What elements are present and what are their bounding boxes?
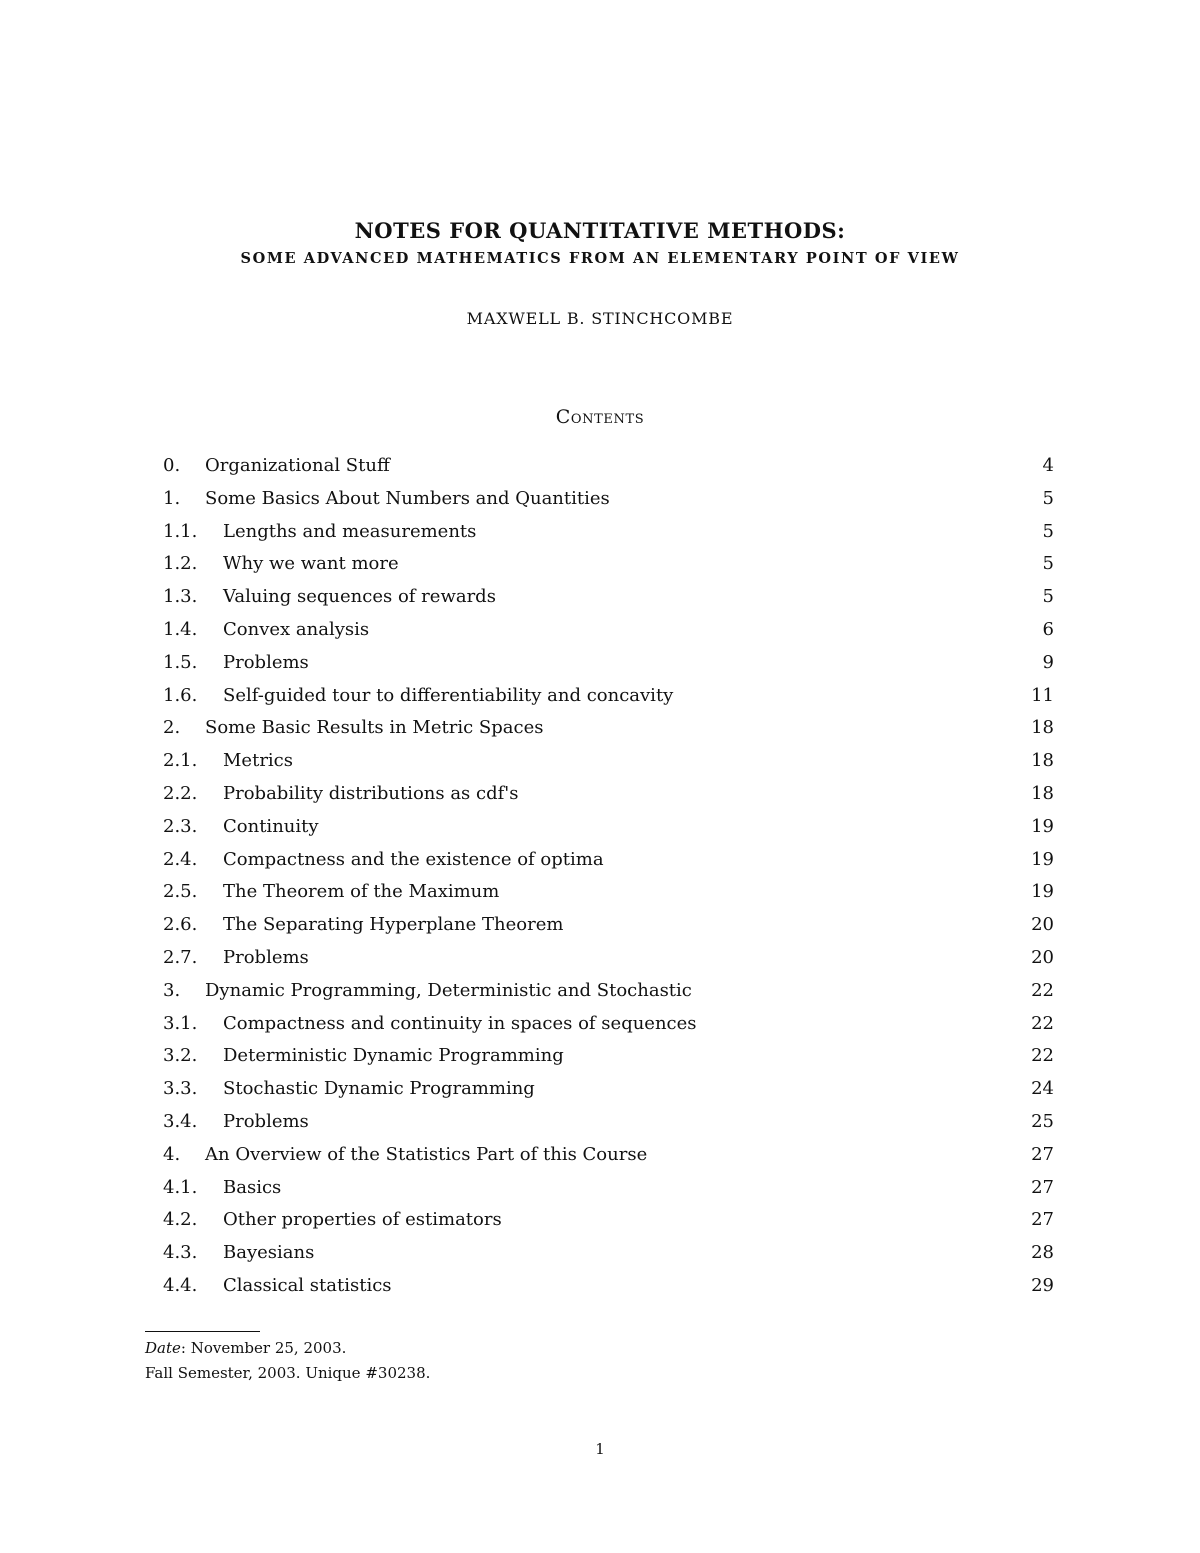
toc-entry-page: 25 bbox=[1031, 1110, 1054, 1132]
toc-entry[interactable] bbox=[163, 548, 1054, 581]
toc-entry-title: Problems bbox=[223, 946, 309, 968]
toc-entry[interactable] bbox=[163, 1040, 1054, 1073]
toc-entry-page: 19 bbox=[1031, 881, 1054, 903]
toc-entry-title: An Overview of the Statistics Part of this Course bbox=[205, 1143, 648, 1165]
toc-entry[interactable] bbox=[163, 942, 1054, 975]
toc-entry-page: 22 bbox=[1031, 979, 1054, 1001]
toc-entry[interactable] bbox=[163, 778, 1054, 811]
toc-entry-title: Compactness and the existence of optima bbox=[223, 848, 604, 870]
toc-entry[interactable] bbox=[163, 1172, 1054, 1205]
toc-entry-title: Self-guided tour to differentiability and concavity bbox=[223, 684, 674, 706]
toc-entry-number: 2.4. bbox=[163, 848, 198, 870]
toc-entry-number: 2. bbox=[163, 717, 181, 739]
toc-entry-title: The Separating Hyperplane Theorem bbox=[223, 914, 564, 936]
toc-entry-title: Convex analysis bbox=[223, 618, 370, 640]
toc-entry-title: Organizational Stuff bbox=[205, 455, 390, 476]
toc-entry-number: 0. bbox=[163, 455, 181, 476]
toc-entry[interactable] bbox=[163, 483, 1054, 516]
toc-entry-title: Compactness and continuity in spaces of sequences bbox=[223, 1012, 697, 1034]
toc-entry-number: 1.6. bbox=[163, 684, 198, 706]
footnote-divider bbox=[145, 1331, 260, 1332]
toc-entry-title: Bayesians bbox=[223, 1242, 315, 1264]
toc-entry-number: 1.2. bbox=[163, 553, 198, 575]
toc-entry[interactable] bbox=[163, 712, 1054, 745]
document-title: NOTES FOR QUANTITATIVE METHODS: bbox=[354, 218, 846, 243]
toc-entry-number: 1.5. bbox=[163, 651, 198, 673]
toc-entry-page: 20 bbox=[1031, 914, 1054, 936]
footnote-semester: Fall Semester, 2003. Unique #30238. bbox=[145, 1364, 431, 1382]
toc-entry-page: 27 bbox=[1031, 1176, 1054, 1198]
toc-entry[interactable] bbox=[163, 680, 1054, 713]
toc-entry-title: Other properties of estimators bbox=[223, 1209, 502, 1231]
toc-entry-page: 18 bbox=[1031, 750, 1054, 772]
toc-entry-title: Stochastic Dynamic Programming bbox=[223, 1078, 535, 1100]
toc-entry-number: 3.4. bbox=[163, 1110, 198, 1132]
toc-entry-page: 19 bbox=[1031, 848, 1054, 870]
toc-entry-number: 3. bbox=[163, 979, 181, 1001]
toc-entry-page: 27 bbox=[1031, 1143, 1054, 1165]
toc-entry-title: Some Basic Results in Metric Spaces bbox=[205, 717, 544, 739]
toc-entry-number: 2.7. bbox=[163, 946, 198, 968]
toc-entry-page: 5 bbox=[1042, 520, 1054, 542]
toc-entry-number: 3.1. bbox=[163, 1012, 198, 1034]
toc-entry-number: 4.4. bbox=[163, 1274, 198, 1296]
toc-entry[interactable] bbox=[163, 909, 1054, 942]
toc-entry[interactable] bbox=[163, 614, 1054, 647]
toc-entry-number: 2.5. bbox=[163, 881, 198, 903]
toc-entry-number: 3.2. bbox=[163, 1045, 198, 1067]
page-number: 1 bbox=[595, 1440, 605, 1458]
toc-entry[interactable] bbox=[163, 581, 1054, 614]
toc-entry-number: 2.2. bbox=[163, 782, 198, 804]
toc-entry[interactable] bbox=[163, 450, 1054, 483]
toc-entry-title: Metrics bbox=[223, 750, 293, 772]
toc-entry[interactable] bbox=[163, 844, 1054, 877]
toc-entry-number: 4. bbox=[163, 1143, 181, 1165]
toc-entry[interactable] bbox=[163, 1237, 1054, 1270]
toc-entry[interactable] bbox=[163, 876, 1054, 909]
toc-entry-number: 2.6. bbox=[163, 914, 198, 936]
toc-entry-number: 1.3. bbox=[163, 586, 198, 608]
toc-entry-number: 2.3. bbox=[163, 815, 198, 837]
toc-entry-title: Lengths and measurements bbox=[223, 520, 477, 542]
toc-entry[interactable] bbox=[163, 1139, 1054, 1172]
toc-entry-page: 9 bbox=[1042, 651, 1054, 673]
toc-entry-title: Probability distributions as cdf's bbox=[223, 782, 519, 804]
toc-entry-page: 19 bbox=[1031, 815, 1054, 837]
toc-entry-page: 6 bbox=[1042, 618, 1054, 640]
footnote-date-label: Date bbox=[145, 1339, 181, 1357]
toc-entry[interactable] bbox=[163, 1073, 1054, 1106]
toc-entry-number: 2.1. bbox=[163, 750, 198, 772]
toc-entry-number: 4.1. bbox=[163, 1176, 198, 1198]
toc-entry-page: 20 bbox=[1031, 946, 1054, 968]
toc-entry-page: 28 bbox=[1031, 1242, 1054, 1264]
toc-entry-page: 18 bbox=[1031, 717, 1054, 739]
toc-entry[interactable] bbox=[163, 745, 1054, 778]
document-author: MAXWELL B. STINCHCOMBE bbox=[466, 309, 734, 328]
toc-entry[interactable] bbox=[163, 1270, 1054, 1303]
toc-entry-page: 22 bbox=[1031, 1045, 1054, 1067]
toc-entry-page: 4 bbox=[1042, 455, 1054, 476]
toc-entry-page: 5 bbox=[1042, 586, 1054, 608]
toc-entry-title: The Theorem of the Maximum bbox=[223, 881, 500, 903]
toc-entry[interactable] bbox=[163, 975, 1054, 1008]
toc-entry-number: 4.2. bbox=[163, 1209, 198, 1231]
toc-entry-number: 1. bbox=[163, 487, 181, 509]
toc-entry-title: Basics bbox=[223, 1176, 282, 1198]
toc-entry[interactable] bbox=[163, 647, 1054, 680]
contents-heading: Contents bbox=[555, 406, 645, 428]
table-of-contents bbox=[163, 450, 1054, 1303]
toc-entry-title: Problems bbox=[223, 651, 309, 673]
document-subtitle: SOME ADVANCED MATHEMATICS FROM AN ELEMENTARY POINT OF VIEW bbox=[240, 250, 960, 267]
toc-entry-title: Problems bbox=[223, 1110, 309, 1132]
toc-entry[interactable] bbox=[163, 1204, 1054, 1237]
toc-entry-page: 24 bbox=[1031, 1078, 1054, 1100]
toc-entry-title: Continuity bbox=[223, 815, 319, 837]
toc-entry-title: Deterministic Dynamic Programming bbox=[223, 1045, 564, 1067]
toc-entry-page: 11 bbox=[1031, 684, 1054, 706]
toc-entry-title: Some Basics About Numbers and Quantities bbox=[205, 487, 610, 509]
footnote-date-value: : November 25, 2003. bbox=[180, 1339, 347, 1357]
toc-entry[interactable] bbox=[163, 811, 1054, 844]
toc-entry-page: 18 bbox=[1031, 782, 1054, 804]
toc-entry-number: 3.3. bbox=[163, 1078, 198, 1100]
toc-entry-page: 5 bbox=[1042, 487, 1054, 509]
toc-entry-page: 29 bbox=[1031, 1274, 1054, 1296]
toc-entry-title: Why we want more bbox=[223, 553, 399, 575]
toc-entry-number: 1.1. bbox=[163, 520, 198, 542]
footnote-date bbox=[145, 1339, 346, 1357]
toc-entry-title: Dynamic Programming, Deterministic and Stochastic bbox=[205, 979, 692, 1001]
toc-entry[interactable] bbox=[163, 516, 1054, 549]
toc-entry-title: Classical statistics bbox=[223, 1274, 392, 1296]
toc-entry[interactable] bbox=[163, 1008, 1054, 1041]
toc-entry-title: Valuing sequences of rewards bbox=[223, 586, 496, 608]
toc-entry-number: 4.3. bbox=[163, 1242, 198, 1264]
toc-entry-page: 5 bbox=[1042, 553, 1054, 575]
toc-entry-number: 1.4. bbox=[163, 618, 198, 640]
toc-entry-page: 27 bbox=[1031, 1209, 1054, 1231]
toc-entry[interactable] bbox=[163, 1106, 1054, 1139]
toc-entry-page: 22 bbox=[1031, 1012, 1054, 1034]
